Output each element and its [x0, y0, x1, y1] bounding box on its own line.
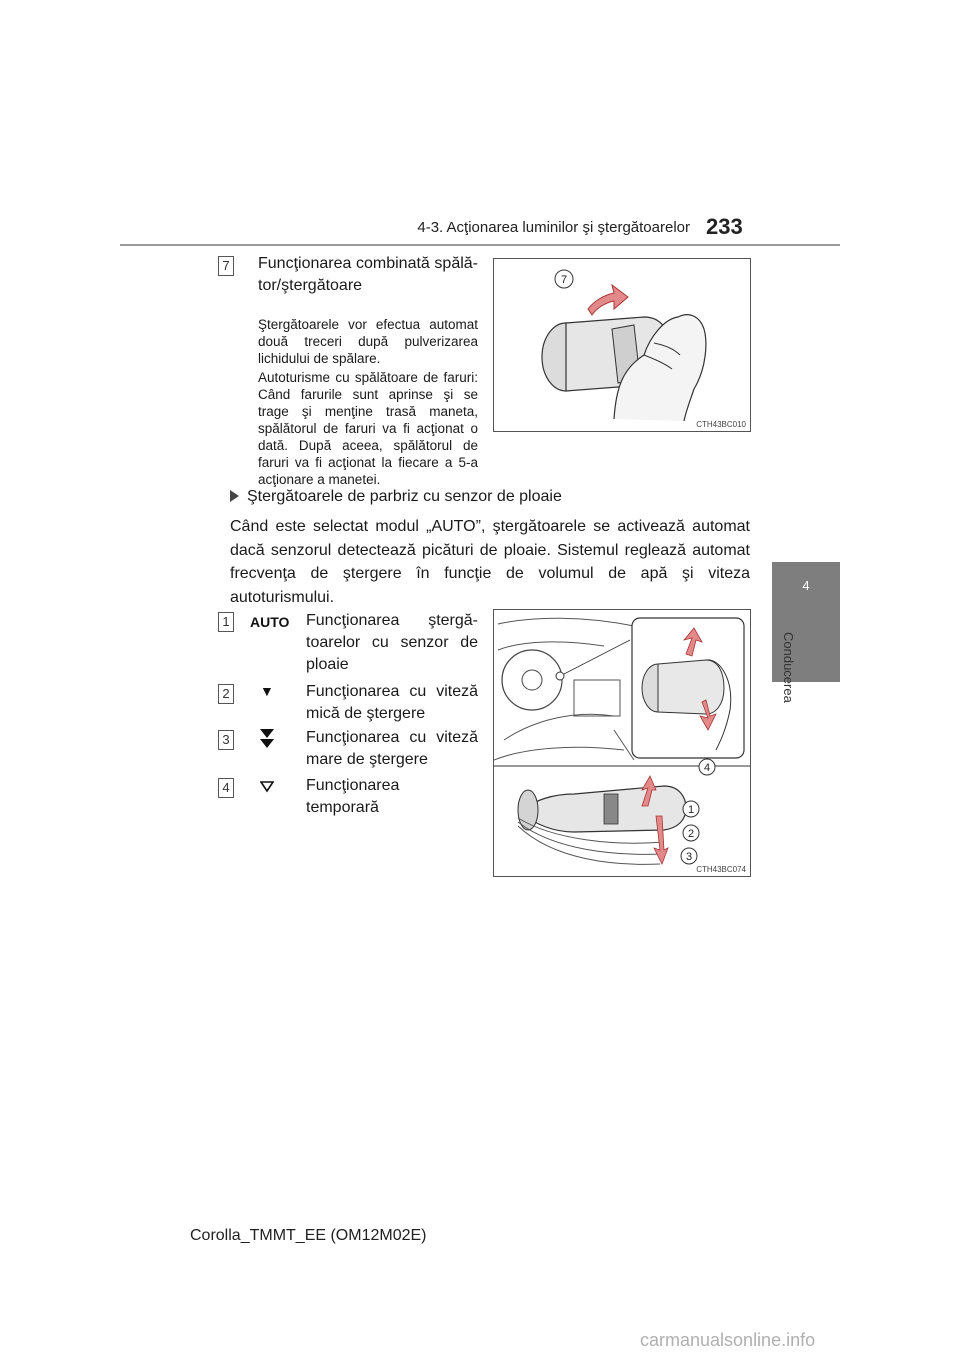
- mode-2-text: Funcţionarea cu viteză mică de ştergere: [306, 683, 478, 722]
- rain-sensor-wiper-figure: [493, 609, 751, 877]
- wiper-lever-pull-illustration: [494, 259, 750, 431]
- figure-callout-3: 3: [685, 851, 693, 863]
- rain-sensor-heading: Ştergătoarele de parbriz cu senzor de ploaie: [230, 486, 750, 508]
- mode-3-text: Funcţionarea cu viteză mare de ştergere: [306, 729, 478, 768]
- figure-callout-7: 7: [560, 274, 568, 286]
- item7-title: Funcţionarea combinată spălă- tor/ştergătoare: [258, 255, 478, 294]
- item-badge-1: 1: [218, 612, 234, 632]
- header-divider: [120, 244, 840, 246]
- watermark: carmanualsonline.info: [640, 1330, 816, 1350]
- figure-callout-2: 2: [687, 828, 695, 840]
- section-title: 4-3. Acţionarea luminilor şi ştergătoarelor: [417, 219, 690, 236]
- mode-1-text: Funcţionarea ştergă- toarelor cu senzor de ploaie: [306, 612, 478, 673]
- mode-4-text: Funcţionarea temporară: [306, 777, 400, 816]
- rain-sensor-paragraph: Când este selectat modul „AUTO”, ştergătoarele se activează automat dacă senzorul detectează picături de ploaie. Sistemul reglează automat frecvenţa de ştergere în funcţie de volumul de apă şi viteza autoturismului.: [230, 518, 750, 606]
- item-badge-4: 4: [218, 778, 234, 798]
- chapter-number: 4: [802, 578, 810, 593]
- wiper-lever-positions-illustration: [494, 610, 750, 876]
- double-down-arrow-icon: [259, 728, 275, 755]
- triangle-bullet-icon: [230, 490, 239, 502]
- mist-icon: [260, 780, 274, 798]
- figure-callout-1: 1: [687, 804, 695, 816]
- page-number: 233: [706, 214, 743, 239]
- figure-code: CTH43BC074: [696, 865, 746, 874]
- item-badge-2: 2: [218, 684, 234, 704]
- document-footer: Corolla_TMMT_EE (OM12M02E): [190, 1227, 427, 1244]
- figure-code: CTH43BC010: [696, 420, 746, 429]
- item7-description-1: Ştergătoarele vor efectua automat două treceri după pulverizarea lichidului de spălare.: [258, 317, 478, 366]
- figure-callout-4: 4: [703, 762, 711, 774]
- item-badge-3: 3: [218, 730, 234, 750]
- item7-description-2: Autoturisme cu spălătoare de faruri: Când farurile sunt aprinse şi se trage şi menţine trasă maneta, spălătorul de faruri va fi acţionat o dată. După aceea, spălătorul de faruri va fi acţionat la fiecare a 5-a acţionare a manetei.: [258, 370, 478, 487]
- item-badge-7: 7: [218, 256, 234, 276]
- auto-icon: AUTO: [250, 614, 290, 630]
- washer-lever-figure: [493, 258, 751, 432]
- chapter-label: Conducerea: [781, 632, 796, 703]
- single-down-arrow-icon: ▼: [260, 683, 274, 699]
